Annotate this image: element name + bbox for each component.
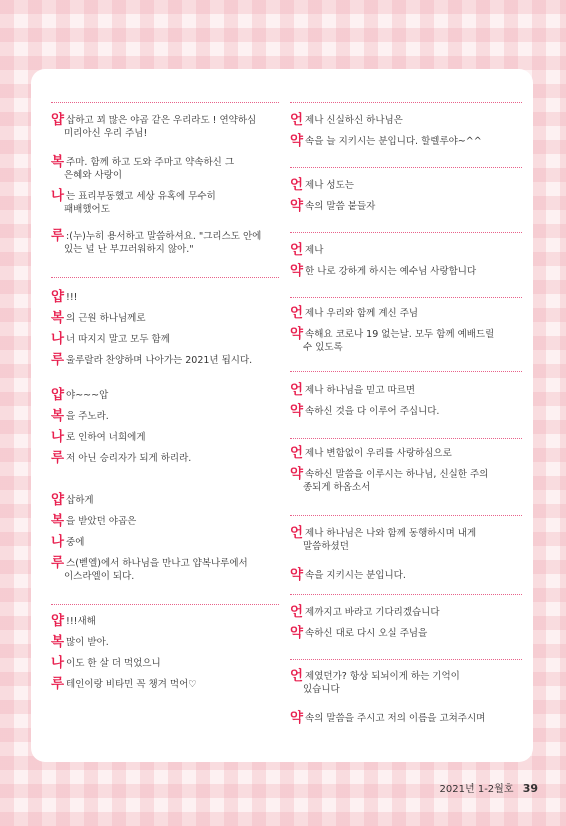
acrostic-initial: 얍 bbox=[51, 387, 65, 403]
acrostic-continuation: 종되게 하옵소서 bbox=[303, 482, 371, 493]
dotted-separator bbox=[290, 371, 522, 372]
dotted-separator bbox=[290, 515, 522, 516]
right-acrostic-line bbox=[290, 307, 522, 320]
acrostic-initial: 언 bbox=[290, 525, 304, 541]
acrostic-continuation: 있는 널 난 부끄러워하지 않아." bbox=[64, 244, 194, 255]
acrostic-initial: 언 bbox=[290, 242, 304, 258]
left-acrostic-line bbox=[51, 291, 279, 304]
left-acrostic-line bbox=[51, 354, 279, 367]
right-acrostic-line bbox=[290, 468, 522, 494]
acrostic-text: 한 나로 강하게 하시는 예수님 사랑합니다 bbox=[305, 266, 477, 277]
acrostic-initial: 얍 bbox=[51, 289, 65, 305]
acrostic-continuation: 이스라엘이 되다. bbox=[64, 571, 135, 582]
right-acrostic-line bbox=[290, 179, 522, 192]
left-acrostic-line bbox=[51, 190, 279, 216]
right-acrostic-line bbox=[290, 527, 522, 553]
acrostic-text: 제나 하나님은 나와 함께 동행하시며 내게 bbox=[305, 528, 477, 539]
acrostic-text: 는 표리부동했고 세상 유혹에 무수히 bbox=[66, 191, 216, 202]
acrostic-continuation: 패배했어도 bbox=[64, 204, 110, 215]
dotted-separator bbox=[290, 102, 522, 103]
acrostic-text: 제나 하나님을 믿고 따르면 bbox=[305, 385, 416, 396]
acrostic-initial: 언 bbox=[290, 305, 304, 321]
acrostic-text: !!! bbox=[66, 292, 78, 303]
acrostic-text: 속하신 말씀을 이루시는 하나님, 신실한 주의 bbox=[305, 469, 489, 480]
acrostic-initial: 언 bbox=[290, 445, 304, 461]
right-acrostic-line bbox=[290, 569, 522, 582]
dotted-separator bbox=[290, 232, 522, 233]
left-acrostic-line bbox=[51, 156, 279, 182]
acrostic-text: 제였던가? 항상 되뇌이게 하는 기억이 bbox=[305, 671, 460, 682]
acrostic-text: 스(벧엘)에서 하나님을 만나고 얍복나루에서 bbox=[66, 558, 248, 569]
acrostic-initial: 나 bbox=[51, 534, 65, 550]
acrostic-text: 제나 우리와 함께 계신 주님 bbox=[305, 308, 419, 319]
acrostic-initial: 루 bbox=[51, 352, 65, 368]
right-acrostic-line bbox=[290, 135, 522, 148]
acrostic-text: 을 주노라. bbox=[66, 411, 109, 422]
acrostic-continuation: 수 있도록 bbox=[303, 342, 343, 353]
acrostic-text: 을 받았던 야곱은 bbox=[66, 516, 137, 527]
acrostic-text: !!!새해 bbox=[66, 616, 96, 627]
acrostic-continuation: 은혜와 사랑이 bbox=[64, 170, 123, 181]
acrostic-text: :(누)누히 용서하고 말씀하셔요. "그리스도 안에 bbox=[66, 231, 262, 242]
acrostic-text: 속하신 대로 다시 오실 주님을 bbox=[305, 628, 428, 639]
left-acrostic-line bbox=[51, 494, 279, 507]
acrostic-continuation: 말씀하셨던 bbox=[303, 541, 349, 552]
acrostic-text: 제까지고 바라고 기다리겠습니다 bbox=[305, 607, 440, 618]
acrostic-initial: 약 bbox=[290, 625, 304, 641]
acrostic-initial: 약 bbox=[290, 263, 304, 279]
acrostic-initial: 약 bbox=[290, 403, 304, 419]
acrostic-text: 속을 늘 지키시는 분입니다. 할렐루야~^^ bbox=[305, 136, 482, 147]
acrostic-initial: 나 bbox=[51, 429, 65, 445]
acrostic-text: 제나 성도는 bbox=[305, 180, 354, 191]
acrostic-text: 중에 bbox=[66, 537, 85, 548]
acrostic-initial: 약 bbox=[290, 567, 304, 583]
right-acrostic-line bbox=[290, 328, 522, 354]
acrostic-initial: 언 bbox=[290, 177, 304, 193]
acrostic-text: 속하신 것을 다 이루어 주십니다. bbox=[305, 406, 440, 417]
acrostic-continuation: 미리아신 우리 주님! bbox=[64, 128, 148, 139]
acrostic-text: 주마. 함께 하고 도와 주마고 약속하신 그 bbox=[66, 157, 235, 168]
right-acrostic-line bbox=[290, 712, 522, 725]
issue-label: 2021년 1-2월호 bbox=[439, 784, 514, 795]
acrostic-text: 제나 bbox=[305, 245, 324, 256]
left-acrostic-line bbox=[51, 452, 279, 465]
acrostic-initial: 얍 bbox=[51, 613, 65, 629]
acrostic-initial: 나 bbox=[51, 188, 65, 204]
dotted-separator bbox=[290, 438, 522, 439]
acrostic-initial: 나 bbox=[51, 331, 65, 347]
acrostic-text: 제나 변함없이 우리를 사랑하심으로 bbox=[305, 448, 452, 459]
acrostic-initial: 복 bbox=[51, 154, 65, 170]
page-footer bbox=[440, 780, 538, 795]
acrostic-text: 테인이랑 비타민 꼭 챙겨 먹어♡ bbox=[66, 679, 197, 690]
acrostic-text: 삽하고 꾀 많은 야곱 같은 우리라도 ! 연약하심 bbox=[66, 115, 257, 126]
acrostic-initial: 언 bbox=[290, 668, 304, 684]
acrostic-text: 로 인하여 너희에게 bbox=[66, 432, 146, 443]
acrostic-initial: 약 bbox=[290, 133, 304, 149]
right-acrostic-line bbox=[290, 265, 522, 278]
left-acrostic-line bbox=[51, 431, 279, 444]
acrostic-text: 제나 신실하신 하나님은 bbox=[305, 115, 403, 126]
dotted-separator bbox=[290, 167, 522, 168]
left-acrostic-line bbox=[51, 515, 279, 528]
poem-card bbox=[31, 69, 533, 762]
acrostic-initial: 복 bbox=[51, 310, 65, 326]
acrostic-text: 속의 말씀을 주시고 저의 이름을 고쳐주시며 bbox=[305, 713, 486, 724]
dotted-separator bbox=[290, 297, 522, 298]
right-acrostic-line bbox=[290, 447, 522, 460]
dotted-separator bbox=[290, 594, 522, 595]
left-acrostic-line bbox=[51, 636, 279, 649]
acrostic-initial: 나 bbox=[51, 655, 65, 671]
left-acrostic-line bbox=[51, 333, 279, 346]
left-acrostic-line bbox=[51, 312, 279, 325]
acrostic-initial: 루 bbox=[51, 228, 65, 244]
acrostic-text: 야~~~압 bbox=[66, 390, 109, 401]
left-acrostic-line bbox=[51, 536, 279, 549]
acrostic-text: 속해요 코로나 19 없는날. 모두 함께 예배드릴 bbox=[305, 329, 495, 340]
acrostic-text: 삽하게 bbox=[66, 495, 94, 506]
left-acrostic-line bbox=[51, 230, 279, 256]
acrostic-initial: 약 bbox=[290, 466, 304, 482]
left-acrostic-line bbox=[51, 657, 279, 670]
dotted-separator bbox=[51, 277, 279, 278]
dotted-separator bbox=[51, 102, 279, 103]
right-acrostic-line bbox=[290, 670, 522, 696]
acrostic-initial: 언 bbox=[290, 604, 304, 620]
right-acrostic-line bbox=[290, 384, 522, 397]
dotted-separator bbox=[51, 604, 279, 605]
left-acrostic-line bbox=[51, 557, 279, 583]
left-acrostic-line bbox=[51, 389, 279, 402]
right-acrostic-line bbox=[290, 244, 522, 257]
acrostic-initial: 루 bbox=[51, 676, 65, 692]
acrostic-text: 속의 말씀 붙들자 bbox=[305, 201, 376, 212]
page-number: 39 bbox=[522, 782, 538, 795]
acrostic-continuation: 있습니다 bbox=[303, 684, 340, 695]
right-acrostic-line bbox=[290, 200, 522, 213]
acrostic-initial: 얍 bbox=[51, 492, 65, 508]
right-acrostic-line bbox=[290, 405, 522, 418]
right-acrostic-line bbox=[290, 606, 522, 619]
right-acrostic-line bbox=[290, 627, 522, 640]
acrostic-initial: 복 bbox=[51, 634, 65, 650]
acrostic-initial: 약 bbox=[290, 326, 304, 342]
acrostic-initial: 루 bbox=[51, 450, 65, 466]
acrostic-text: 많이 받아. bbox=[66, 637, 109, 648]
acrostic-text: 속을 지키시는 분입니다. bbox=[305, 570, 406, 581]
left-acrostic-line bbox=[51, 114, 279, 140]
dotted-separator bbox=[290, 659, 522, 660]
acrostic-initial: 언 bbox=[290, 112, 304, 128]
acrostic-text: 너 따지지 말고 모두 함께 bbox=[66, 334, 170, 345]
acrostic-initial: 복 bbox=[51, 513, 65, 529]
acrostic-text: 울루랄라 찬양하며 나아가는 2021년 됩시다. bbox=[66, 355, 253, 366]
left-acrostic-line bbox=[51, 410, 279, 423]
acrostic-initial: 얍 bbox=[51, 112, 65, 128]
acrostic-initial: 약 bbox=[290, 198, 304, 214]
right-acrostic-line bbox=[290, 114, 522, 127]
acrostic-text: 의 근원 하나님께로 bbox=[66, 313, 146, 324]
left-acrostic-line bbox=[51, 678, 279, 691]
acrostic-initial: 약 bbox=[290, 710, 304, 726]
acrostic-initial: 복 bbox=[51, 408, 65, 424]
acrostic-initial: 언 bbox=[290, 382, 304, 398]
left-acrostic-line bbox=[51, 615, 279, 628]
acrostic-text: 저 아닌 승리자가 되게 하리라. bbox=[66, 453, 192, 464]
acrostic-text: 이도 한 살 더 먹었으니 bbox=[66, 658, 161, 669]
acrostic-initial: 루 bbox=[51, 555, 65, 571]
